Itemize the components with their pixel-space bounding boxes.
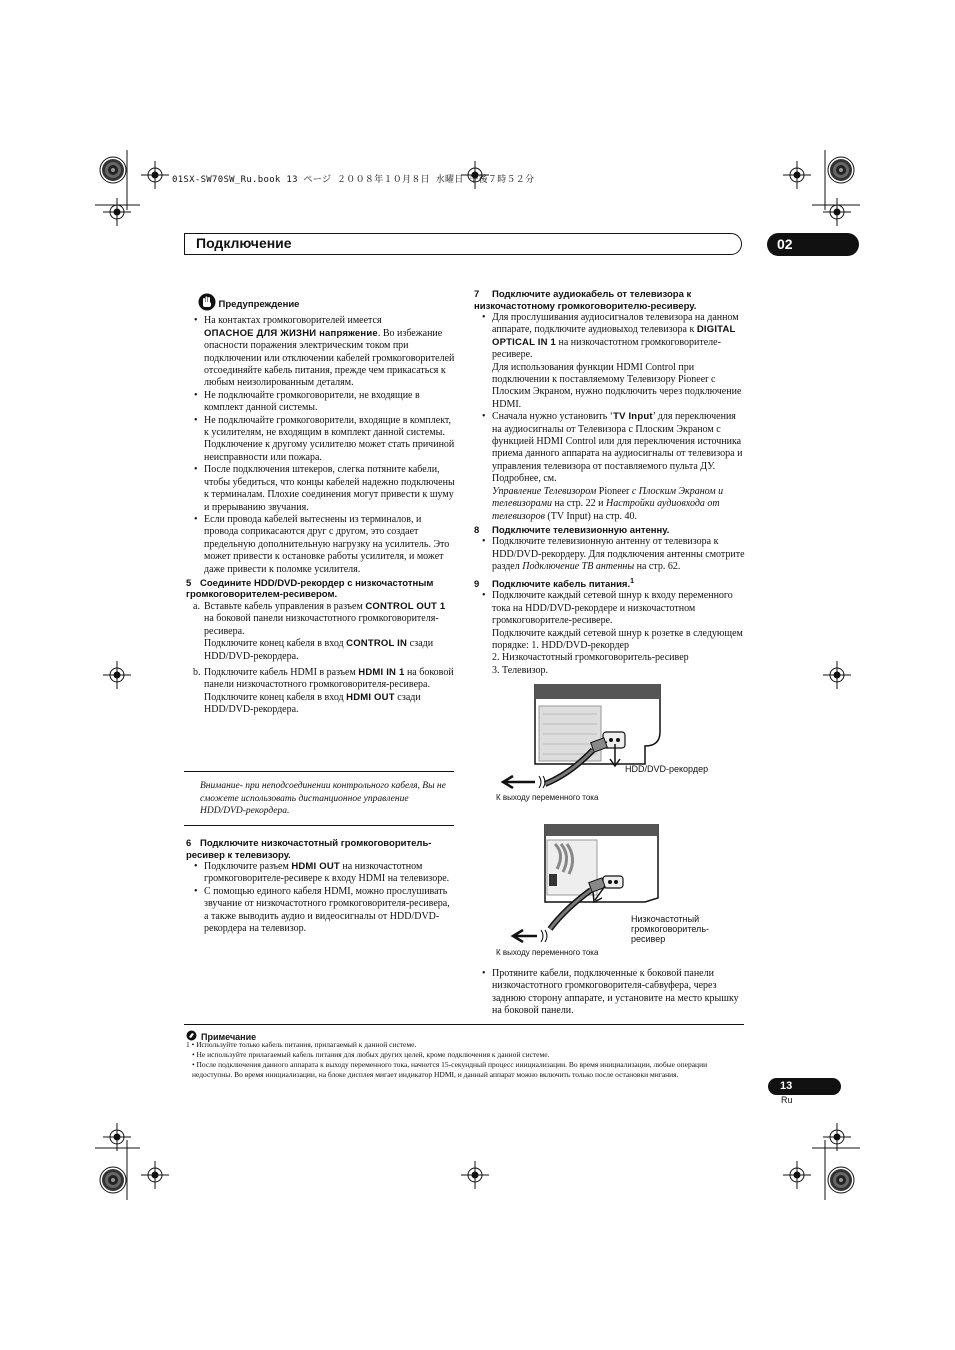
- figure-2-label-line: громкоговоритель-: [631, 924, 709, 934]
- step-8-item: • Подключите телевизионную антенну от телевизора к HDD/DVD-рекордеру. Для подключения антенны смотрите раздел Подключение ТВ антенны на стр. 62.: [474, 536, 746, 573]
- step-8-heading: 8 Подключите телевизионную антенну.: [474, 524, 670, 536]
- chapter-number: 02: [767, 233, 859, 256]
- step-5a: a. Вставьте кабель управления в разъем CONTROL OUT 1 на боковой панели низкочастотного громкоговорителя-ресивера. Подключите конец кабеля в вход CONTROL IN сзади HDD/DVD-рекордера.: [193, 600, 446, 662]
- final-bullet: • Протяните кабели, подключенные к боковой панели низкочастотного громкоговорителя-сабвуфера, через заднюю сторону аппарате, и установите на место крышку на боковой панели.: [474, 968, 746, 1018]
- left-column: [186, 293, 456, 717]
- figure-2-label-line: ресивер: [631, 934, 666, 944]
- warning-hand-icon: [198, 293, 216, 311]
- warning-item: • Не подключайте громкоговорители, входящие в комплект, к усилителям, не входящим в комплект данной системы. Подключение к другому усилителю может стать причиной неисправности или пожара.: [186, 415, 456, 465]
- section-title: Подключение: [196, 235, 292, 251]
- warning-item: • Не подключайте громкоговорители, не входящие в комплект данной системы.: [186, 390, 456, 415]
- right-column: [474, 289, 746, 677]
- file-info: 01SX-SW70SW_Ru.book 13 ページ ２００８年１０月８日 水曜日 午後７時５２分: [172, 175, 535, 185]
- step-7-heading: 7 Подключите аудиокабель от телевизора к низкочастотному громкоговорителю-ресиверу.: [474, 289, 697, 312]
- figure-1-device-label: HDD/DVD-рекордер: [625, 764, 709, 774]
- final-note: [474, 968, 746, 1018]
- left-column-lower: [186, 838, 456, 935]
- warning-item: • После подключения штекеров, слегка потяните кабели, чтобы убедиться, что концы кабелей надежно подключены к терминалам. Плохие соединения могут привести к шуму и прерыванию звучания.: [186, 464, 456, 514]
- footnote-divider: [184, 1024, 744, 1025]
- step-6-heading: 6 Подключите низкочастотный громкоговоритель-ресивер к телевизору.: [186, 838, 432, 861]
- step-7-item: • Для прослушивания аудиосигналов телевизора на данном аппарате, подключите аудиовыход телевизора к DIGITAL OPTICAL IN 1 на низкочастотном громкоговорителе-ресивере. Для использования функции HDMI Control при подключении к поставляемому Телевизору Pioneer с Плоским Экраном, нужно подключить через подключение HDMI.: [474, 312, 746, 411]
- caution-note-text: Внимание- при неподсоединении контрольного кабеля, Вы не сможете использовать дистанционное управление HDD/DVD-рекордера.: [200, 781, 446, 816]
- warning-item: • Если провода кабелей вытеснены из терминалов, и провода соприкасаются друг с другом, это создает предельную дополнительную нагрузку на усилитель. Это может привести к остановке работы усилителя, и может даже привести к поломке усилителя.: [186, 514, 456, 576]
- page-language: Ru: [781, 1095, 793, 1105]
- page-number: 13: [768, 1078, 841, 1095]
- footnote-1: 1 • Используйте только кабель питания, прилагаемый к данной системе.: [186, 1040, 417, 1049]
- caution-note-box: [184, 771, 454, 826]
- footnote-2: • Не используйте прилагаемый кабель питания для любых других целей, кроме подключения к данной системе.: [192, 1050, 550, 1059]
- step-6-item: • С помощью единого кабеля HDMI, можно прослушивать звучание от низкочастотного громкоговорителя-ресивера, а также выводить аудио и видеосигналы от HDD/DVD-рекордера на телевизор.: [186, 886, 456, 936]
- figure-2-device-label: [631, 914, 709, 944]
- footnote-3: • После подключения данного аппарата к выходу переменного тока, начнется 15-секундный процесс инициализации. Во время инициализации, любые операции недоступны. Во время инициализации, на блоке дисплея мигает индикатор HDMI, и данный аппарат можно включить только после остановки мигания.: [192, 1060, 708, 1079]
- step-9-heading: 9 Подключите кабель питания.$^1$: [474, 577, 635, 590]
- warning-item: • На контактах громкоговорителей имеется ОПАСНОЕ ДЛЯ ЖИЗНИ напряжение. Во избежание опасности поражения электрическим током при подключении или отключении кабелей громкоговорителей отсоединяйте кабель питания, прежде чем прикасаться к любым неизолированным деталям.: [186, 315, 456, 389]
- figure-1-ac-label: К выходу переменного тока: [496, 793, 599, 802]
- step-5b: b. Подключите кабель HDMI в разъем HDMI IN 1 на боковой панели низкочастотного громкоговорителя-ресивера. Подключите конец кабеля в вход HDMI OUT сзади HDD/DVD-рекордера.: [193, 666, 454, 716]
- footnote-title: Примечание: [201, 1032, 257, 1042]
- step-7-item: • Сначала нужно установить ‘TV Input’ для переключения на аудиосигналы от Телевизора с Плоским Экраном с функцией HDMI Control или для переключения источника приема данного аппарата на аудиосигналы от телевизора и управления телевизора от поставляемого пульта ДУ. Подробнее, см. Управление Телевизором Pioneer с Плоским Экраном и телевизорами на стр. 22 и Настройки аудиовхода от телевизоров (TV Input) на стр. 40.: [474, 411, 746, 523]
- step-6-item: • Подключите разъем HDMI OUT на низкочастотном громкоговорителе-ресивере к входу HDMI на телевизоре.: [186, 861, 456, 886]
- figure-2-label-line: Низкочастотный: [631, 914, 700, 924]
- figure-2-ac-label: К выходу переменного тока: [496, 948, 599, 957]
- step-5-heading: 5 Соедините HDD/DVD-рекордер с низкочастотным громкоговорителем-ресивером.: [186, 577, 434, 601]
- step-9-item: • Подключите каждый сетевой шнур к входу переменного тока на HDD/DVD-рекордере и низкочастотном громкоговорителе-ресивере. Подключите каждый сетевой шнур к розетке в следующем порядке: 1. HDD/DVD-рекордер 2. Низкочастотный громкоговоритель-ресивер 3. Телевизор.: [474, 590, 746, 677]
- warning-title: Предупреждение: [218, 299, 300, 310]
